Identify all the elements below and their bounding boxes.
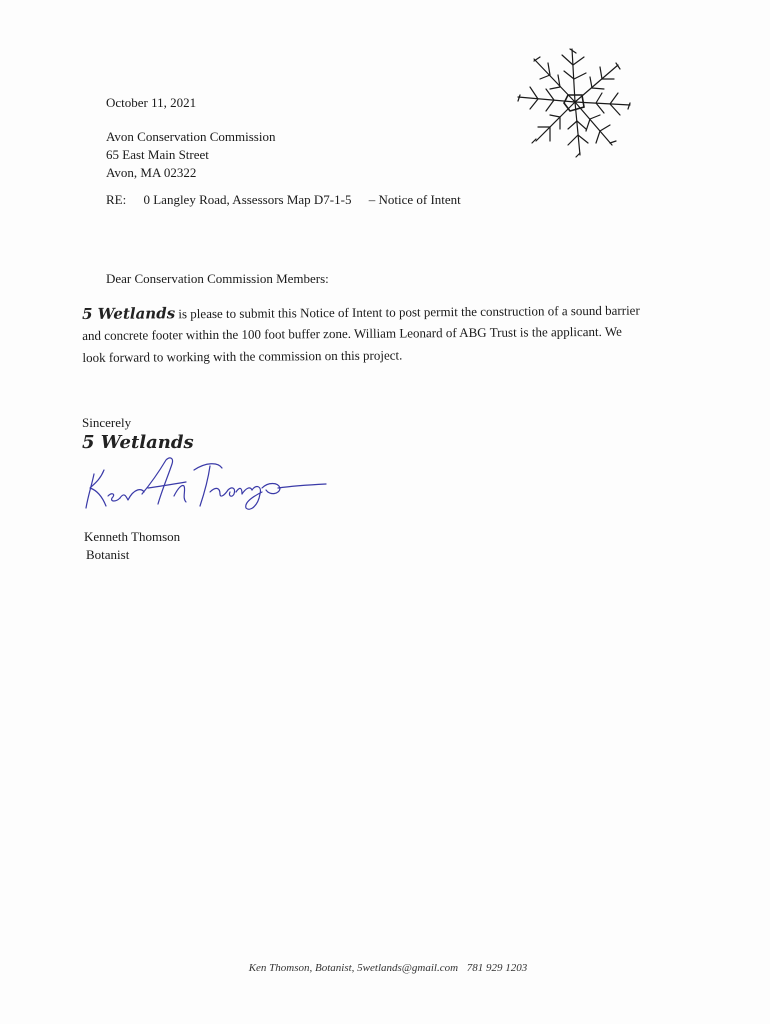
footer-contact: Ken Thomson, Botanist, 5wetlands@gmail.com (248, 962, 459, 974)
body-line-2: and concrete footer within the 100 foot buffer zone. William Leonard of ABG Trust is the applicant. We (82, 323, 622, 343)
recipient-name: Avon Conservation Commission (106, 129, 276, 144)
closing-company-script: 5 Wetlands (82, 432, 194, 453)
salutation: Dear Conservation Commission Members: (106, 271, 329, 286)
letter-footer (0, 962, 770, 974)
re-suffix: – Notice of Intent (368, 192, 461, 207)
re-subject: 0 Langley Road, Assessors Map D7-1-5 (143, 192, 352, 207)
company-script-inline: 5 Wetlands (82, 304, 176, 323)
recipient-address (106, 128, 275, 182)
signer-name: Kenneth Thomson (84, 529, 181, 544)
recipient-city: Avon, MA 02322 (106, 165, 197, 180)
body-line-1-text: is please to submit this Notice of Intent to post permit the construction of a sound barrier (178, 302, 640, 322)
recipient-street: 65 East Main Street (106, 147, 209, 162)
snowflake-logo-icon (510, 45, 640, 160)
signer-block (84, 528, 180, 564)
letter-body (82, 298, 682, 369)
re-line (106, 191, 461, 209)
signer-title: Botanist (86, 547, 130, 562)
letter-date: October 11, 2021 (106, 95, 197, 110)
handwritten-signature (82, 452, 332, 517)
body-line-3: look forward to working with the commission on this project. (82, 347, 403, 365)
closing: Sincerely (82, 415, 132, 430)
footer-phone: 781 929 1203 (466, 962, 528, 974)
re-label: RE: (106, 192, 127, 207)
